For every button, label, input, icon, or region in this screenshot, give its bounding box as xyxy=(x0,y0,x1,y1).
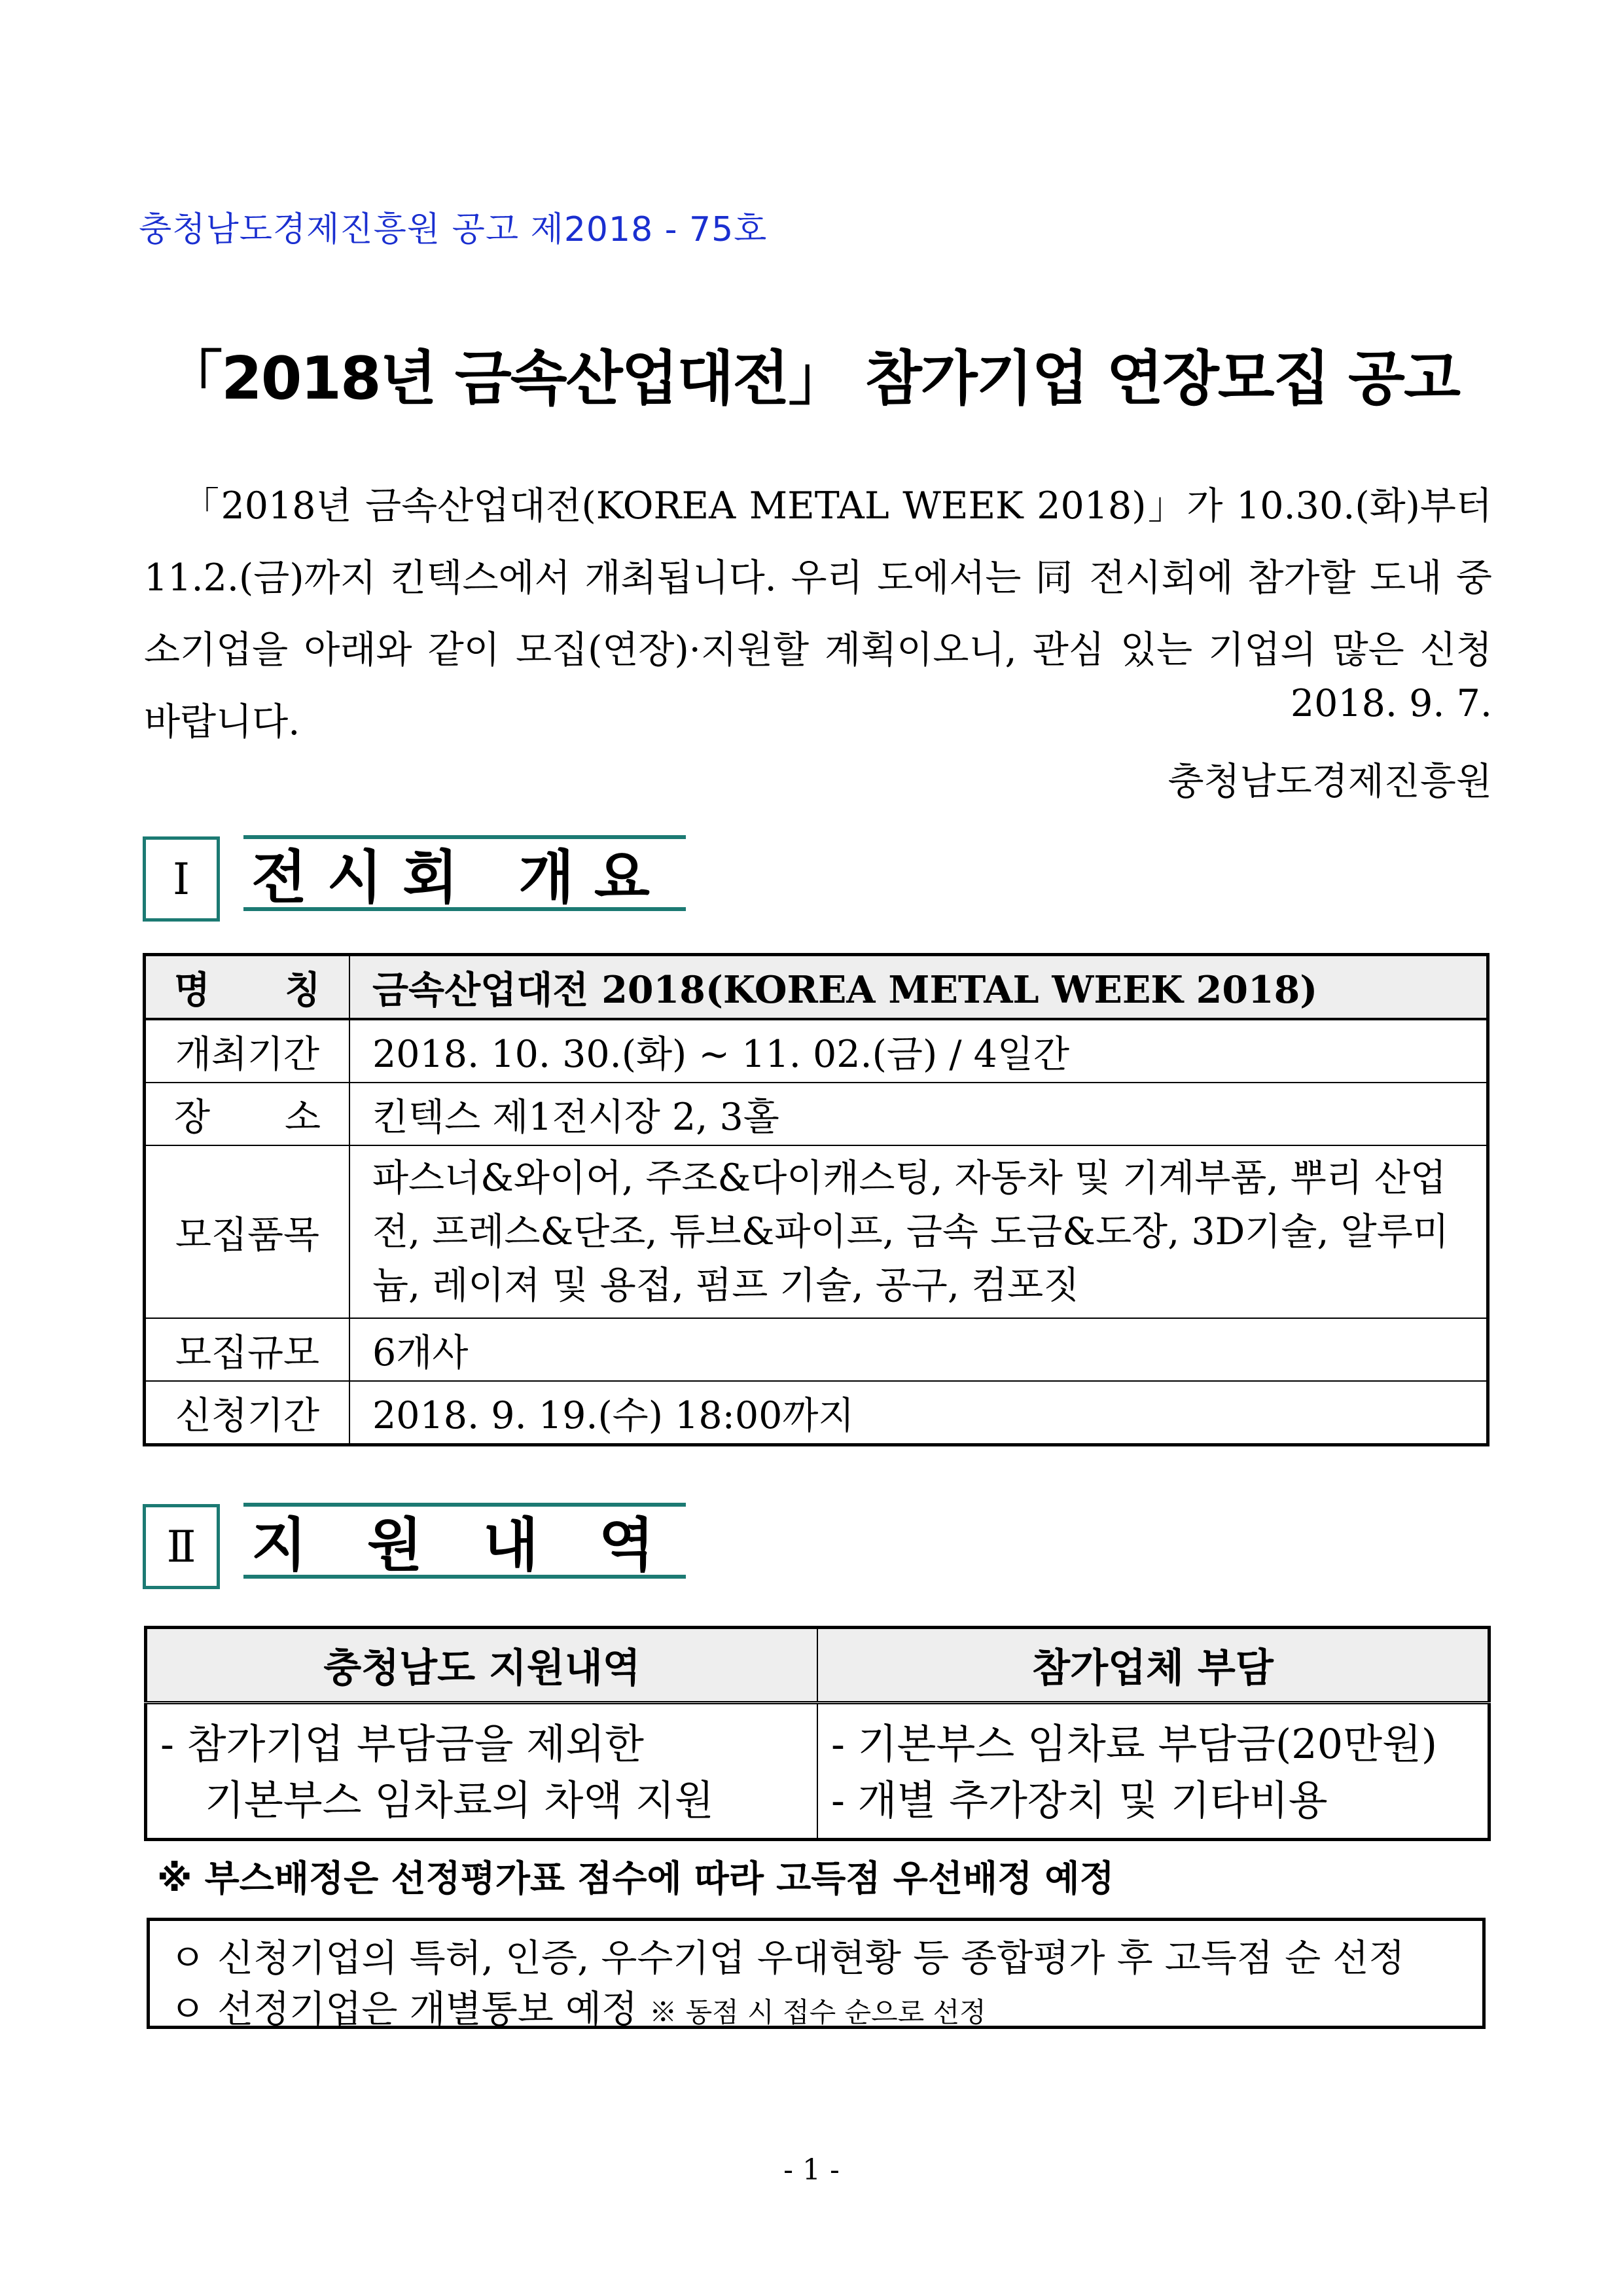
booth-allocation-note: ※ 부스배정은 선정평가표 점수에 따라 고득점 우선배정 예정 xyxy=(157,1857,1115,1899)
intro-text: 「2018년 금속산업대전(KOREA METAL WEEK 2018)」가 10.30.(화)부터 11.2.(금)까지 킨텍스에서 개최됩니다. 우리 도에서는 同 전시회에 참가할 도내 중소기업을 아래와 같이 모집(연장)·지원할 계획이오니, 관심 있는 기업의 많은 신청 바랍니다. xyxy=(144,484,1492,744)
support-line: 기본부스 임차료의 차액 지원 xyxy=(205,1776,714,1824)
criteria-line xyxy=(169,1984,1463,2038)
criteria-tie-note: ※ 동점 시 접수 순으로 선정 xyxy=(649,1996,986,2028)
row-label: 신청기간 xyxy=(145,1381,350,1445)
criteria-line: ㅇ 신청기업의 특허, 인증, 우수기업 우대현황 등 종합평가 후 고득점 순 선정 xyxy=(169,1937,1405,1980)
section1-title-text: 전 시 회 개 요 xyxy=(251,844,650,911)
burden-line: - 개별 추가장치 및 기타비용 xyxy=(831,1776,1328,1824)
table-row xyxy=(145,1381,1488,1445)
row-value: 2018. 10. 30.(화) ~ 11. 02.(금) / 4일간 xyxy=(349,1019,1488,1083)
notice-number: 충청남도경제진흥원 공고 제2018 - 75호 xyxy=(139,210,768,249)
announcement-date: 2018. 9. 7. xyxy=(1290,682,1492,725)
burden-line: - 기본부스 임차료 부담금(20만원) xyxy=(831,1720,1438,1768)
page-title: 「2018년 금속산업대전」 참가기업 연장모집 공고 xyxy=(164,344,1459,413)
table-row xyxy=(145,1019,1488,1083)
province-support-cell xyxy=(146,1703,818,1840)
row-value: 킨텍스 제1전시장 2, 3홀 xyxy=(349,1083,1488,1145)
row-label: 장 소 xyxy=(145,1083,350,1145)
section2-title-text: 지 원 내 역 xyxy=(251,1511,654,1579)
section1-number: Ⅰ xyxy=(143,836,220,922)
row-value: 2018. 9. 19.(수) 18:00까지 xyxy=(349,1381,1488,1445)
table-row xyxy=(145,955,1488,1020)
section1-title xyxy=(243,835,686,911)
table-row xyxy=(145,1318,1488,1381)
row-value: 금속산업대전 2018(KOREA METAL WEEK 2018) xyxy=(349,955,1488,1020)
section2-title xyxy=(243,1503,686,1579)
support-line: - 참가기업 부담금을 제외한 xyxy=(160,1720,644,1768)
column-header: 참가업체 부담 xyxy=(817,1628,1489,1703)
row-label: 명 칭 xyxy=(145,955,350,1020)
table-row xyxy=(146,1703,1489,1840)
table-row xyxy=(145,1083,1488,1145)
column-header: 충청남도 지원내역 xyxy=(146,1628,818,1703)
table-row xyxy=(145,1145,1488,1318)
row-value: 파스너&와이어, 주조&다이캐스팅, 자동차 및 기계부품, 뿌리 산업전, 프레스&단조, 튜브&파이프, 금속 도금&도장, 3D기술, 알루미늄, 레이져 및 용접, 펌프 기술, 공구, 컴포짓 xyxy=(349,1145,1488,1318)
support-details-table xyxy=(144,1626,1491,1841)
row-label: 모집규모 xyxy=(145,1318,350,1381)
exhibition-overview-table xyxy=(143,953,1489,1446)
section2-number: Ⅱ xyxy=(143,1504,220,1589)
row-label: 모집품목 xyxy=(145,1145,350,1318)
company-burden-cell xyxy=(817,1703,1489,1840)
table-header-row xyxy=(146,1628,1489,1703)
row-value: 6개사 xyxy=(349,1318,1488,1381)
page-number: - 1 - xyxy=(783,2153,840,2187)
criteria-line-text: ㅇ 선정기업은 개별통보 예정 xyxy=(169,1988,638,2031)
selection-criteria-box xyxy=(147,1918,1486,2029)
row-label: 개최기간 xyxy=(145,1019,350,1083)
organization-name: 충청남도경제진흥원 xyxy=(1168,760,1492,803)
